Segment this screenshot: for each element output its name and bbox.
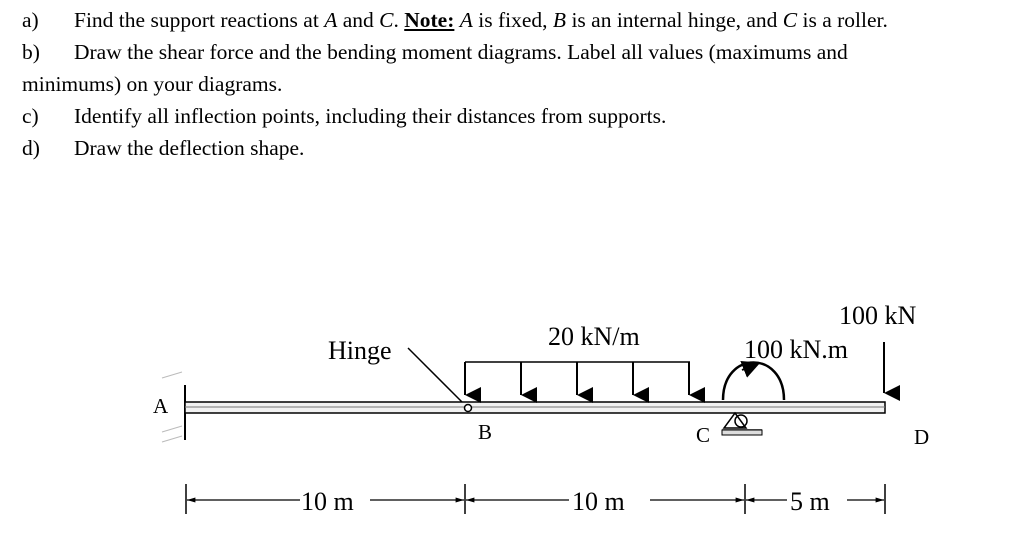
question-b-continuation: minimums) on your diagrams. — [22, 72, 283, 96]
distributed-load — [465, 322, 690, 395]
question-letter: a) — [22, 8, 39, 32]
point-a-label: A — [153, 394, 169, 418]
point-b-label: B — [478, 420, 493, 444]
distributed-load-label: 20 kN/m — [548, 322, 640, 351]
text-run-italic: C — [379, 8, 394, 32]
beam — [185, 402, 885, 413]
text-run: is an internal hinge, and — [566, 8, 783, 32]
point-d-label: D — [914, 425, 930, 449]
roller-support-c — [696, 413, 762, 447]
question-letter: b) — [22, 40, 40, 64]
text-run: and — [337, 8, 380, 32]
hinge-b — [328, 336, 492, 444]
question-text: Identify all inflection points, including their distances from supports. — [74, 104, 667, 128]
text-run: . — [393, 8, 405, 32]
moment-arc — [723, 363, 784, 401]
text-run: is a roller. — [797, 8, 888, 32]
question-text: Draw the shear force and the bending moment diagrams. Label all values (maximums and — [74, 40, 848, 64]
text-run: is fixed, — [472, 8, 553, 32]
hinge-label: Hinge — [328, 336, 392, 365]
text-run-italic: C — [782, 8, 798, 32]
point-c-label: C — [696, 423, 711, 447]
question-letter: c) — [22, 104, 39, 128]
dimension-label: 5 m — [790, 487, 830, 516]
point-load — [839, 301, 929, 449]
dimension-label: 10 m — [572, 487, 625, 516]
applied-moment — [723, 335, 848, 400]
text-run-italic: A — [459, 8, 473, 32]
point-load-label: 100 kN — [839, 301, 917, 330]
hinge-pointer-line — [408, 348, 462, 402]
moment-label: 100 kN.m — [744, 335, 848, 364]
dimension-lines — [186, 484, 885, 516]
question-text: Draw the deflection shape. — [74, 136, 305, 160]
question-letter: d) — [22, 136, 40, 160]
text-run: Find the support reactions at — [74, 8, 325, 32]
text-run-italic: B — [552, 8, 567, 32]
text-run-italic: A — [324, 8, 338, 32]
dimension-label: 10 m — [301, 487, 354, 516]
moment-arrowhead — [742, 366, 752, 370]
note-label: Note: — [404, 8, 455, 32]
